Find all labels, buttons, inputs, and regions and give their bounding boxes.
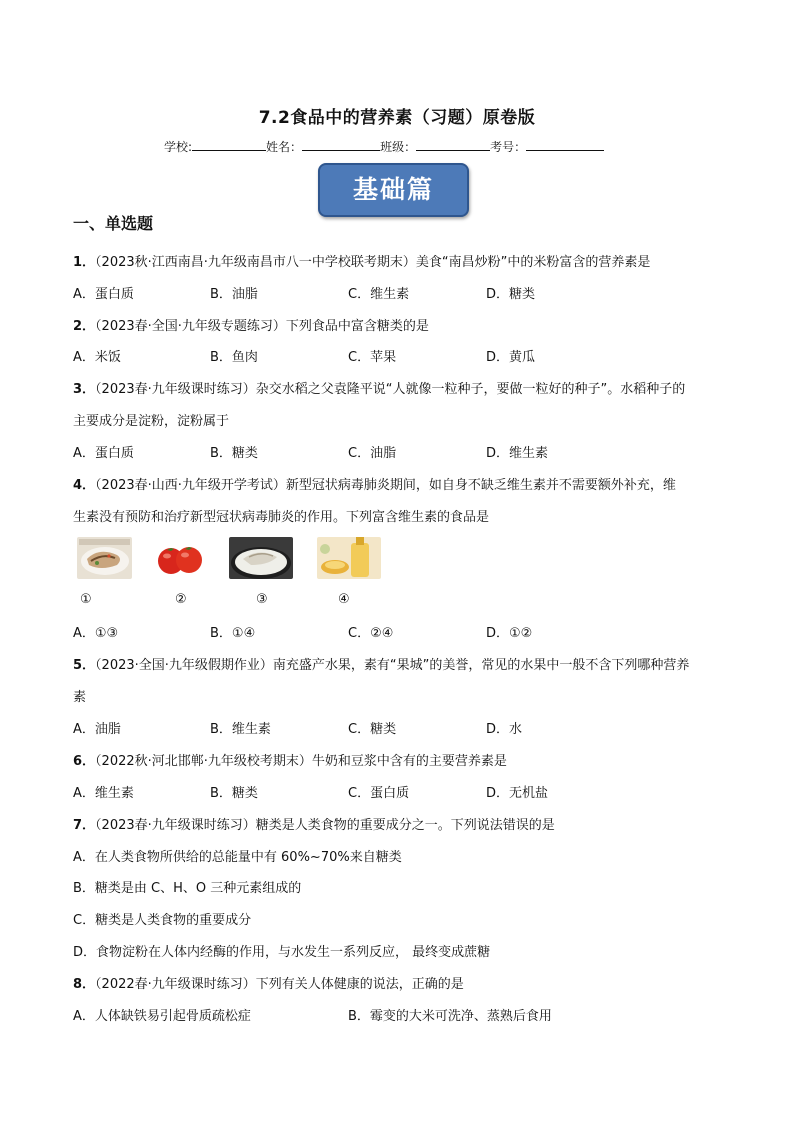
question-2 [73, 315, 429, 334]
section-title: 一、单选题 [73, 214, 154, 233]
option-d[interactable]: D．无机盐 [486, 786, 549, 801]
question-text: （2023春·全国·九年级专题练习）下列食品中富含糖类的是 [95, 319, 429, 334]
class-label: 班级： [380, 140, 417, 154]
question-4-continued: 生素没有预防和治疗新型冠状病毒肺炎的作用。下列富含维生素的食品是 [73, 510, 490, 525]
question-number: 8． [73, 977, 96, 992]
option-c[interactable]: C．糖类 [348, 722, 397, 737]
option-b[interactable]: B．鱼肉 [210, 350, 258, 365]
question-5 [73, 654, 689, 673]
question-1 [73, 251, 650, 270]
name-label: 姓名： [266, 140, 303, 154]
question-4 [73, 474, 676, 493]
option-d[interactable]: D．食物淀粉在人体内经酶的作用，与水发生一系列反应， 最终变成蔗糖 [73, 945, 491, 960]
student-info-line [164, 138, 604, 155]
question-text: （2023春·九年级课时练习）杂交水稻之父袁隆平说“人就像一粒种子，要做一粒好的种子”。水稻种子的 [95, 382, 686, 397]
food-image-cooking-oil [317, 537, 381, 579]
option-c[interactable]: C．油脂 [348, 446, 397, 461]
option-b[interactable]: B．糖类 [210, 786, 258, 801]
option-a[interactable]: A．米饭 [73, 350, 121, 365]
question-number: 6． [73, 754, 96, 769]
option-b[interactable]: B．霉变的大米可洗净、蒸熟后食用 [348, 1009, 552, 1024]
question-7 [73, 814, 555, 833]
option-a[interactable]: A．维生素 [73, 786, 134, 801]
option-a[interactable]: A．蛋白质 [73, 287, 134, 302]
option-d[interactable]: D．维生素 [486, 446, 549, 461]
question-text: （2022春·九年级课时练习）下列有关人体健康的说法，正确的是 [95, 977, 464, 992]
option-d[interactable]: D．糖类 [486, 287, 536, 302]
question-text: （2023·全国·九年级假期作业）南充盛产水果，素有“果城”的美誉，常见的水果中一般不含下列哪种营养 [95, 658, 690, 673]
option-d[interactable]: D．黄瓜 [486, 350, 536, 365]
option-a[interactable]: A．蛋白质 [73, 446, 134, 461]
question-text: （2023春·山西·九年级开学考试）新型冠状病毒肺炎期间，如自身不缺乏维生素并不需要额外补充，维 [95, 478, 676, 493]
image-label-1: ① [80, 592, 92, 607]
question-text: （2023春·九年级课时练习）糖类是人类食物的重要成分之一。下列说法错误的是 [95, 818, 555, 833]
option-c[interactable]: C．蛋白质 [348, 786, 410, 801]
option-a[interactable]: A．油脂 [73, 722, 121, 737]
option-c[interactable]: C．②④ [348, 626, 394, 641]
question-8 [73, 973, 464, 992]
option-c[interactable]: C．维生素 [348, 287, 410, 302]
option-c[interactable]: C．苹果 [348, 350, 397, 365]
question-number: 3． [73, 382, 96, 397]
option-d[interactable]: D．水 [486, 722, 523, 737]
page-title: 7.2食品中的营养素（习题）原卷版 [258, 108, 536, 128]
option-a[interactable]: A．①③ [73, 626, 119, 641]
question-3 [73, 378, 685, 397]
option-b[interactable]: B．油脂 [210, 287, 258, 302]
question-number: 7． [73, 818, 96, 833]
question-number: 4． [73, 478, 96, 493]
question-text: （2022秋·河北邯郸·九年级校考期末）牛奶和豆浆中含有的主要营养素是 [95, 754, 507, 769]
question-text: （2023秋·江西南昌·九年级南昌市八一中学校联考期末）美食“南昌炒粉”中的米粉富含的营养素是 [95, 255, 651, 270]
option-b[interactable]: B．维生素 [210, 722, 271, 737]
school-blank[interactable] [192, 138, 266, 151]
option-b[interactable]: B．①④ [210, 626, 256, 641]
question-number: 5． [73, 658, 96, 673]
question-number: 1． [73, 255, 96, 270]
option-a[interactable]: A．在人类食物所供给的总能量中有 60%~70%来自糖类 [73, 850, 402, 865]
option-a[interactable]: A．人体缺铁易引起骨质疏松症 [73, 1009, 251, 1024]
option-b[interactable]: B．糖类 [210, 446, 258, 461]
question-number: 2． [73, 319, 96, 334]
exam-no-blank[interactable] [526, 138, 604, 151]
option-d[interactable]: D．①② [486, 626, 533, 641]
question-5-continued: 素 [73, 690, 87, 705]
food-image-tomatoes [152, 537, 207, 579]
name-blank[interactable] [302, 138, 380, 151]
exam-no-label: 考号： [490, 140, 527, 154]
question-3-continued: 主要成分是淀粉，淀粉属于 [73, 414, 230, 429]
food-image-fish-dish [77, 537, 132, 579]
image-label-2: ② [175, 592, 187, 607]
basic-level-badge: 基础篇 [318, 163, 469, 217]
image-label-4: ④ [338, 592, 350, 607]
food-image-rice-dish [229, 537, 293, 579]
image-label-3: ③ [256, 592, 268, 607]
school-label: 学校: [164, 140, 193, 154]
class-blank[interactable] [416, 138, 490, 151]
option-c[interactable]: C．糖类是人类食物的重要成分 [73, 913, 252, 928]
option-b[interactable]: B．糖类是由 C、H、O 三种元素组成的 [73, 881, 302, 896]
question-6 [73, 750, 507, 769]
